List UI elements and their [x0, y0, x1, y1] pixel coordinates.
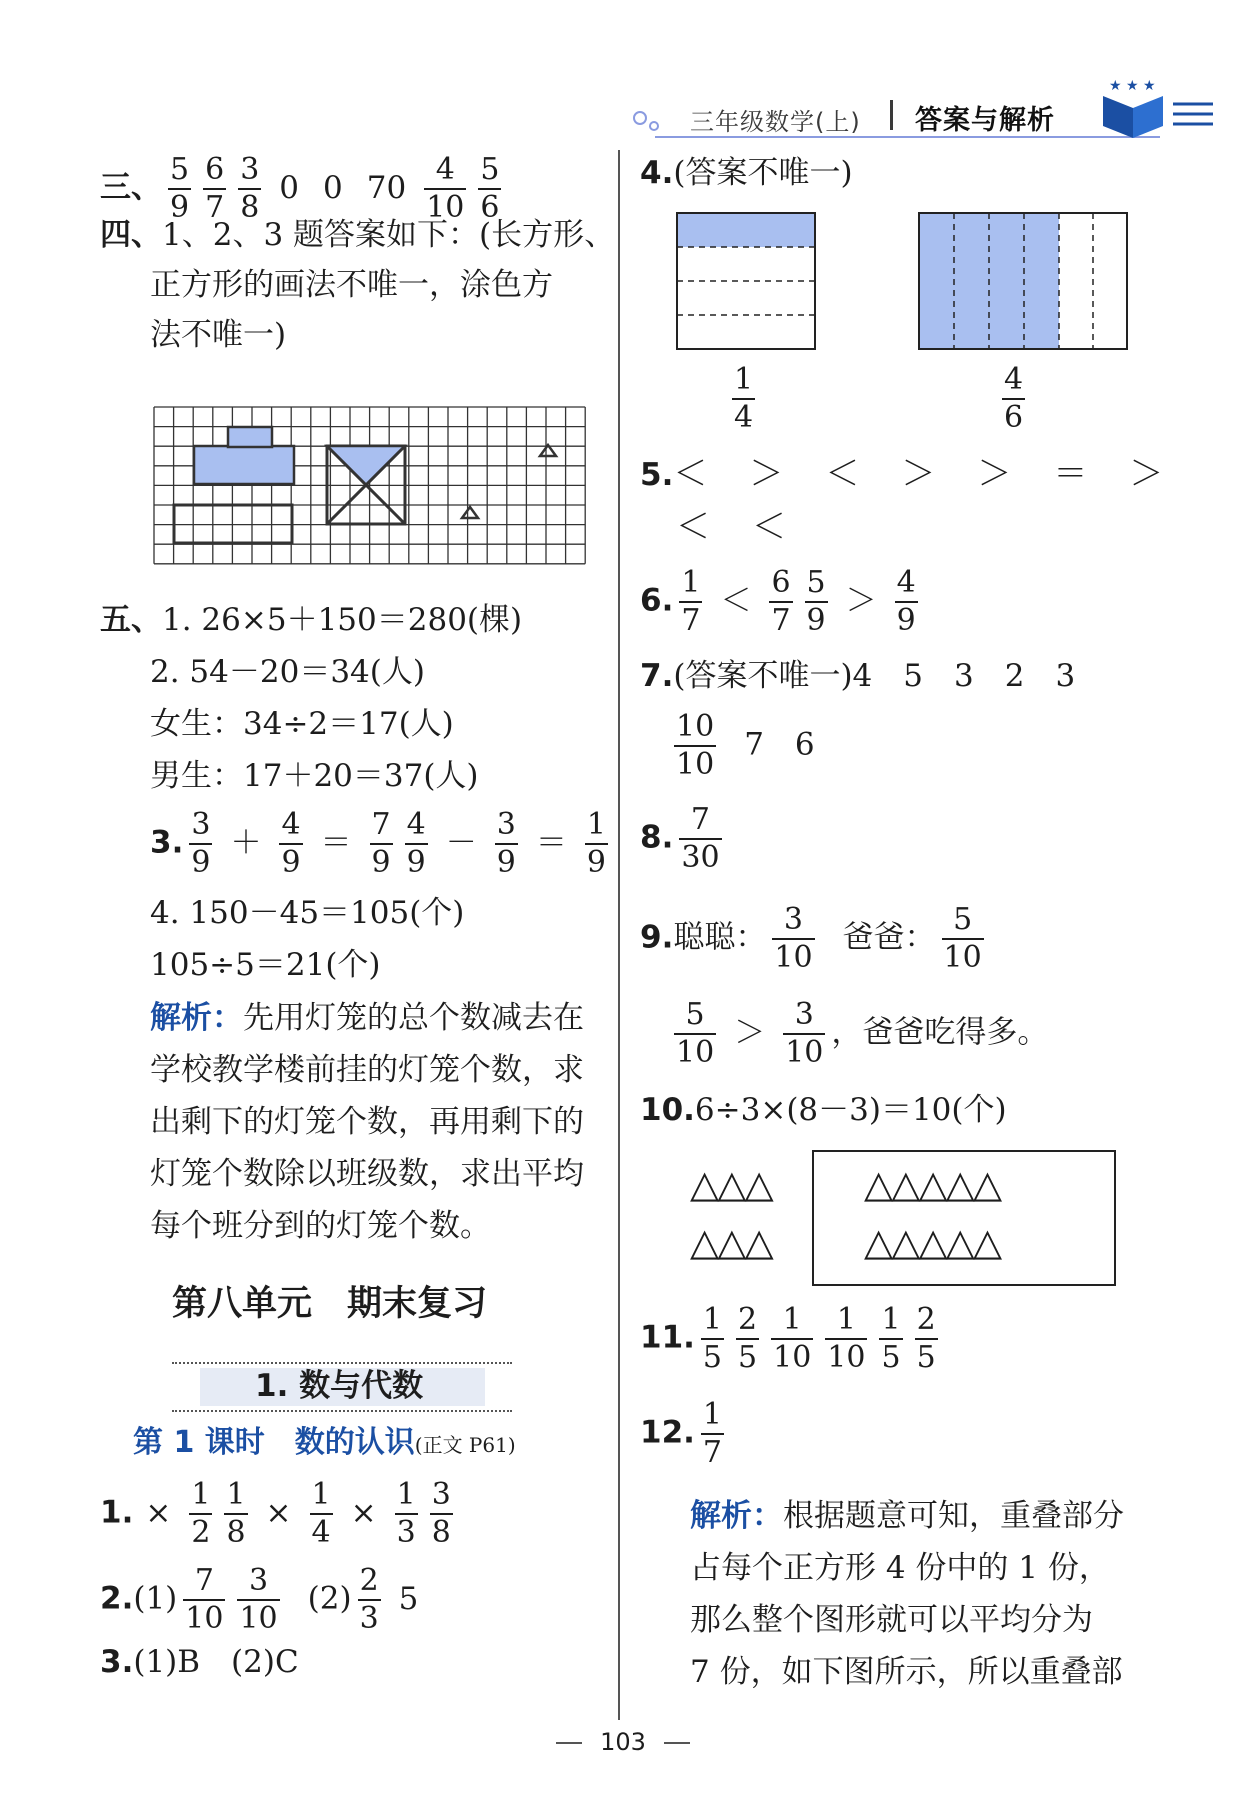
- fraction-1-4: [726, 362, 761, 435]
- analysis-right-1: [690, 1496, 1124, 1536]
- answer-4-text: 1、2、3 题答案如下：(长方形、: [162, 217, 616, 253]
- problem-2-b-items: [352, 1563, 431, 1636]
- header-title: 答案与解析: [915, 105, 1055, 136]
- fraction: $\frac{3}{8}$: [431, 1477, 451, 1550]
- fraction: $\frac{2}{5}$: [738, 1302, 758, 1375]
- problem-2-label: 2.: [100, 1580, 134, 1617]
- shaded-shape-top: [228, 427, 272, 447]
- answer-5-2a: 2. 54－20＝34(人): [150, 654, 425, 690]
- r-answer-7-tail: 7 6: [744, 726, 815, 763]
- r-answer-11-label: 11.: [640, 1319, 695, 1356]
- r-answer-7-label: 7.: [640, 658, 674, 694]
- footer-dash-right: [664, 1742, 690, 1744]
- fraction: $\frac{1}{5}$: [881, 1302, 901, 1375]
- r-answer-9-compare-items: [668, 997, 831, 1070]
- fraction: $\frac{7}{10}$: [185, 1563, 224, 1636]
- fraction: $\frac{1}{4}$: [311, 1477, 331, 1550]
- fraction: $\frac{5}{10}$: [676, 997, 715, 1070]
- book-logo-icon: [1095, 74, 1225, 140]
- fraction: $\frac{6}{7}$: [771, 565, 791, 638]
- r-answer-7: [640, 656, 1075, 696]
- analysis-label: 解析：: [150, 1000, 243, 1036]
- r-answer-5: [640, 452, 1167, 496]
- r-answer-10: [640, 1090, 1007, 1130]
- problem-2-b: (2): [307, 1580, 352, 1617]
- fraction: $\frac{7}{30}$: [681, 802, 720, 875]
- header-ornament-icon: [620, 106, 680, 136]
- answer-5-1: [100, 600, 522, 640]
- problem-1: [100, 1477, 459, 1550]
- shaded-shape: [194, 446, 294, 484]
- page-number: [548, 1728, 698, 1756]
- fraction: $\frac{1}{10}$: [773, 1302, 812, 1375]
- section-rule-top: [172, 1362, 512, 1364]
- fraction: $\frac{3}{8}$: [240, 152, 260, 225]
- answer-3-label: 三、: [100, 169, 162, 206]
- r-answer-10-text: 6÷3×(8－3)＝10(个): [694, 1092, 1007, 1128]
- analysis-right-text: 根据题意可知，重叠部分: [783, 1498, 1124, 1534]
- value: 0: [323, 169, 343, 206]
- r-answer-10-label: 10.: [640, 1092, 695, 1128]
- r-answer-6-items: [673, 565, 923, 638]
- analysis-right-3: 那么整个图形就可以平均分为: [690, 1602, 1093, 1638]
- fraction: $\frac{4}{6}$: [1004, 362, 1024, 435]
- answer-5-1-text: 1. 26×5＋150＝280(棵): [162, 602, 523, 638]
- analysis-left-2: 学校教学楼前挂的灯笼个数，求: [150, 1052, 584, 1088]
- fraction: $\frac{1}{8}$: [226, 1477, 246, 1550]
- quarter-rectangle: [676, 212, 818, 352]
- fraction: $\frac{3}{9}$: [191, 807, 211, 880]
- value: ＝: [535, 824, 567, 861]
- fraction: $\frac{3}{10}$: [785, 997, 824, 1070]
- answer-5-2b: 女生：34÷2＝17(人): [150, 706, 454, 742]
- r-answer-4-label: 4.: [640, 155, 674, 191]
- analysis-right-label: 解析：: [690, 1498, 783, 1534]
- r-answer-12-label: 12.: [640, 1414, 695, 1451]
- r-answer-9-a: 聪聪：: [673, 919, 767, 956]
- triangles-big-1: △△△△△: [864, 1162, 1001, 1206]
- header-rule: [655, 136, 1160, 138]
- svg-text:★ ★ ★: ★ ★ ★: [1109, 78, 1156, 94]
- analysis-left-3: 出剩下的灯笼个数，再用剩下的: [150, 1104, 584, 1140]
- value: 0: [279, 169, 300, 206]
- answer-3-items: [162, 152, 507, 225]
- answer-4-line-1: [100, 215, 615, 255]
- fraction: $\frac{1}{3}$: [396, 1477, 416, 1550]
- fraction: $\frac{1}{5}$: [702, 1302, 723, 1375]
- page-header: [620, 78, 1240, 148]
- page-number-text: 103: [600, 1728, 646, 1756]
- book-title: 三年级数学(上): [690, 108, 861, 136]
- fraction: $\frac{5}{6}$: [480, 152, 500, 225]
- problem-2-a: (1): [133, 1580, 178, 1617]
- fraction: $\frac{4}{9}$: [406, 807, 426, 880]
- r-answer-9-conclusion: ，爸爸吃得多。: [831, 1014, 1049, 1051]
- fraction: $\frac{3}{10}$: [239, 1563, 278, 1636]
- unit-title: 第八单元 期末复习: [172, 1284, 488, 1324]
- analysis-left-4: 灯笼个数除以班级数，求出平均: [150, 1156, 584, 1192]
- answer-5-3: [150, 807, 614, 880]
- r-answer-11: [640, 1302, 944, 1375]
- r-answer-12: [640, 1397, 730, 1470]
- section-rule-bottom: [172, 1410, 512, 1412]
- fraction: $\frac{2}{3}$: [359, 1563, 379, 1636]
- fraction: $\frac{1}{4}$: [734, 362, 754, 435]
- problem-1-items: [133, 1477, 458, 1550]
- section-title: 1. 数与代数: [255, 1368, 424, 1404]
- value: －: [445, 824, 477, 861]
- r-answer-5-row2: ＜ ＜: [676, 507, 790, 547]
- analysis-left-1: [150, 998, 584, 1038]
- r-answer-5-row1: ＜ ＞ ＜ ＞ ＞ ＝ ＞: [673, 454, 1168, 494]
- grid-drawing: [152, 405, 602, 585]
- fraction-3-10: [766, 902, 820, 975]
- r-answer-8: [640, 802, 728, 875]
- r-answer-5-label: 5.: [640, 457, 674, 493]
- value: ＜: [720, 582, 752, 619]
- fraction-4-6: [996, 362, 1031, 435]
- answer-4-line-2: 正方形的画法不唯一，涂色方: [150, 267, 553, 303]
- r-answer-8-label: 8.: [640, 819, 674, 856]
- header-divider: [890, 100, 893, 130]
- r-answer-9-b: 爸爸：: [842, 919, 936, 956]
- triangles-small-1: △△△: [690, 1162, 772, 1206]
- answer-5-3-items: [183, 807, 614, 880]
- value: 70: [366, 169, 407, 206]
- value: 5: [398, 1580, 419, 1617]
- r-answer-9: [640, 902, 990, 975]
- fraction: $\frac{3}{9}$: [496, 807, 516, 880]
- value: ＞: [734, 1014, 766, 1051]
- problem-2: [100, 1563, 430, 1636]
- value: ＋: [230, 824, 262, 861]
- r-answer-7-text: (答案不唯一)4 5 3 2 3: [673, 658, 1076, 694]
- value: ＞: [845, 582, 877, 619]
- lesson-heading: [133, 1422, 516, 1462]
- analysis-right-2: 占每个正方形 4 份中的 1 份，: [690, 1550, 1110, 1586]
- problem-3: [100, 1642, 299, 1682]
- problem-3-text: (1)B (2)C: [133, 1644, 299, 1680]
- sixths-rectangle: [918, 212, 1130, 352]
- fraction-10-10: [668, 709, 722, 782]
- value: ×: [350, 1494, 377, 1531]
- triangle-mark-icon: [462, 507, 478, 518]
- r-answer-11-items: [695, 1302, 944, 1375]
- fraction-1-7: [695, 1397, 730, 1470]
- problem-1-label: 1.: [100, 1494, 134, 1531]
- value: ×: [265, 1494, 292, 1531]
- r-answer-9-compare: [668, 997, 1049, 1070]
- value: ×: [145, 1494, 172, 1531]
- column-divider: [618, 150, 620, 1720]
- value: ＝: [320, 824, 352, 861]
- triangles-big-2: △△△△△: [864, 1220, 1001, 1264]
- answer-5-4b: 105÷5＝21(个): [150, 947, 381, 983]
- lesson-title: 第 1 课时 数的认识: [133, 1425, 415, 1460]
- fraction: $\frac{1}{10}$: [827, 1302, 866, 1375]
- analysis-right-4: 7 份，如下图所示，所以重叠部: [690, 1654, 1123, 1690]
- answer-5-label: 五、: [100, 602, 162, 638]
- fraction-7-30: [673, 802, 727, 875]
- r-answer-7-cont: [668, 709, 815, 782]
- fraction-label-1: [726, 362, 761, 435]
- fraction: $\frac{4}{9}$: [281, 807, 301, 880]
- footer-dash-left: [556, 1742, 582, 1744]
- fraction: $\frac{4}{10}$: [426, 152, 465, 225]
- fraction: $\frac{5}{9}$: [170, 152, 190, 225]
- triangles-small-2: △△△: [690, 1220, 772, 1264]
- fraction: $\frac{2}{5}$: [916, 1302, 936, 1375]
- analysis-left-5: 每个班分到的灯笼个数。: [150, 1208, 491, 1244]
- answer-3: [100, 152, 507, 225]
- fraction-label-2: [996, 362, 1031, 435]
- fraction: $\frac{5}{9}$: [806, 565, 826, 638]
- r-answer-4-text: (答案不唯一): [673, 155, 853, 191]
- fraction: $\frac{1}{7}$: [681, 565, 701, 638]
- fraction: $\frac{1}{7}$: [702, 1397, 723, 1470]
- r-answer-6: [640, 565, 924, 638]
- fraction: $\frac{7}{9}$: [371, 807, 391, 880]
- r-answer-6-label: 6.: [640, 582, 674, 619]
- fraction: $\frac{6}{7}$: [205, 152, 225, 225]
- problem-2-a-items: [177, 1563, 285, 1636]
- answer-5-4a: 4. 150－45＝105(个): [150, 895, 465, 931]
- fraction: $\frac{3}{10}$: [774, 902, 813, 975]
- fraction: $\frac{1}{2}$: [191, 1477, 211, 1550]
- fraction: $\frac{5}{10}$: [943, 902, 982, 975]
- fraction: $\frac{10}{10}$: [676, 709, 715, 782]
- fraction-5-10: [936, 902, 990, 975]
- answer-4-line-3: 法不唯一): [150, 317, 287, 353]
- r-answer-9-label: 9.: [640, 919, 674, 956]
- fraction: $\frac{4}{9}$: [896, 565, 916, 638]
- problem-3-label: 3.: [100, 1644, 134, 1680]
- lesson-ref: (正文 P61): [414, 1433, 516, 1457]
- answer-5-2c: 男生：17＋20＝37(人): [150, 758, 479, 794]
- r-answer-4: [640, 153, 853, 193]
- fraction: $\frac{1}{9}$: [586, 807, 606, 880]
- answer-4-label: 四、: [100, 217, 162, 253]
- answer-5-3-label: 3.: [150, 824, 184, 861]
- analysis-text: 先用灯笼的总个数减去在: [243, 1000, 584, 1036]
